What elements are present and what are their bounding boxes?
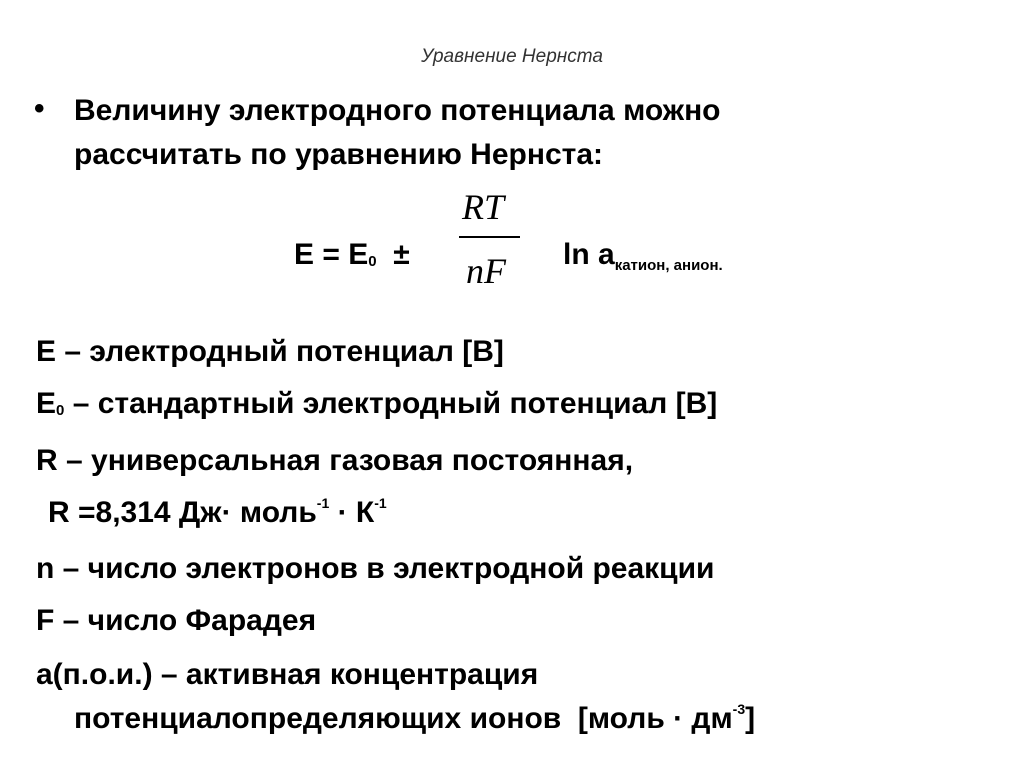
a-continuation-exponent: -3: [732, 701, 746, 717]
definition-e: E – электродный потенциал [В]: [36, 335, 504, 368]
e0-symbol: E: [36, 387, 57, 420]
definition-n: n – число электронов в электродной реакции: [36, 552, 715, 585]
formula-ln-a: ln a: [563, 238, 615, 271]
intro-line-1: Величину электродного потенциала можно: [74, 94, 721, 127]
definition-r-value: [36, 487, 755, 543]
formula-numerator: RT: [462, 187, 505, 227]
formula-e-equals: E = E: [294, 238, 369, 271]
definition-a: a(п.о.и.) – активная концентрация: [36, 658, 539, 691]
e0-subscript: 0: [56, 402, 65, 419]
definition-a-continuation: [36, 697, 755, 745]
formula-lhs: [294, 238, 410, 272]
formula-rhs: [563, 238, 723, 272]
definition-e0: [36, 378, 755, 435]
slide-title: Уравнение Нернста: [421, 46, 603, 67]
formula-activity-subscript: катион, анион.: [614, 257, 723, 274]
formula-denominator: nF: [466, 251, 506, 291]
intro-text: [74, 89, 974, 177]
definitions-list: [36, 326, 755, 745]
intro-line-2: рассчитать по уравнению Нернста:: [74, 138, 603, 171]
definition-f: F – число Фарадея: [36, 604, 317, 637]
formula-plus-minus: ±: [376, 238, 410, 271]
a-continuation-main: потенциалопределяющих ионов [моль · дм: [74, 702, 733, 735]
r-value-main: R =8,314 Дж· моль: [48, 496, 317, 529]
e0-description: – стандартный электродный потенциал [В]: [64, 387, 718, 420]
bullet-point: •: [34, 92, 45, 125]
fraction-bar: [459, 236, 520, 238]
r-value-kelvin: · К: [329, 496, 375, 529]
r-value-exponent-1: -1: [316, 495, 330, 511]
a-continuation-close: ]: [745, 702, 756, 735]
definition-r: R – универсальная газовая постоянная,: [36, 444, 634, 477]
formula-e0-subscript: 0: [368, 253, 377, 270]
r-value-exponent-2: -1: [374, 495, 387, 511]
